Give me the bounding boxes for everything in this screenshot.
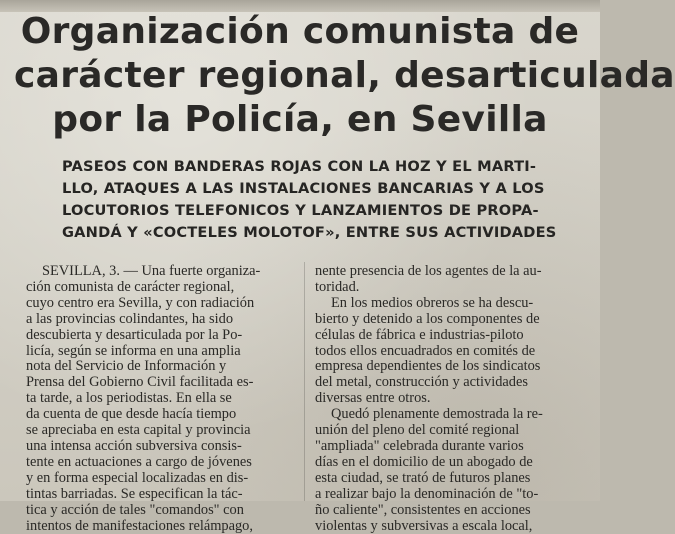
body-line: Quedó plenamente demostrada la re- xyxy=(315,407,585,423)
body-line: y en forma especial localizadas en dis- xyxy=(26,471,296,487)
headline-line: por la Policía, en Sevilla xyxy=(14,98,586,142)
body-line: tintas barriadas. Se especifican la tác- xyxy=(26,487,296,503)
subhead-line: GANDÁ Y «COCTELES MOLOTOF», ENTRE SUS ACTIVIDADES xyxy=(62,222,562,244)
body-line: ño caliente", consistentes en acciones xyxy=(315,503,585,519)
body-line: toridad. xyxy=(315,280,585,296)
body-line: Prensa del Gobierno Civil facilitada es- xyxy=(26,375,296,391)
body-line: una intensa acción subversiva consis- xyxy=(26,439,296,455)
body-line: licía, según se informa en una amplia xyxy=(26,344,296,360)
body-line: a realizar bajo la denominación de "to- xyxy=(315,487,585,503)
body-column-left xyxy=(26,264,296,534)
body-line: se apreciaba en esta capital y provincia xyxy=(26,423,296,439)
body-line: En los medios obreros se ha descu- xyxy=(315,296,585,312)
body-line: esta ciudad, se trató de futuros planes xyxy=(315,471,585,487)
subhead-line: LOCUTORIOS TELEFONICOS Y LANZAMIENTOS DE PROPA- xyxy=(62,200,562,222)
body-line: cuyo centro era Sevilla, y con radiación xyxy=(26,296,296,312)
body-line: bierto y detenido a los componentes de xyxy=(315,312,585,328)
body-line: tente en actuaciones a cargo de jóvenes xyxy=(26,455,296,471)
subhead-line: PASEOS CON BANDERAS ROJAS CON LA HOZ Y EL MARTI- xyxy=(62,156,562,178)
body-line: células de fábrica e industrias-piloto xyxy=(315,328,585,344)
body-line: "ampliada" celebrada durante varios xyxy=(315,439,585,455)
body-line: nente presencia de los agentes de la au- xyxy=(315,264,585,280)
body-line: empresa dependientes de los sindicatos xyxy=(315,359,585,375)
body-column-right xyxy=(315,264,585,534)
body-line: todos ellos encuadrados en comités de xyxy=(315,344,585,360)
body-line: SEVILLA, 3. — Una fuerte organiza- xyxy=(26,264,296,280)
body-line: del metal, construcción y actividades xyxy=(315,375,585,391)
body-line: descubierta y desarticulada por la Po- xyxy=(26,328,296,344)
body-line: unión del pleno del comité regional xyxy=(315,423,585,439)
body-line: da cuenta de que desde hacía tiempo xyxy=(26,407,296,423)
body-line: días en el domicilio de un abogado de xyxy=(315,455,585,471)
body-line: tica y acción de tales "comandos" con xyxy=(26,503,296,519)
body-line: ta tarde, a los periodistas. En ella se xyxy=(26,391,296,407)
headline xyxy=(14,10,586,142)
body-line: ción comunista de carácter regional, xyxy=(26,280,296,296)
subhead-line: LLO, ATAQUES A LAS INSTALACIONES BANCARIAS Y A LOS xyxy=(62,178,562,200)
body-line: diversas entre otros. xyxy=(315,391,585,407)
column-divider xyxy=(304,262,305,501)
body-line: a las provincias colindantes, ha sido xyxy=(26,312,296,328)
body-line: violentas y subversivas a escala local, xyxy=(315,519,585,534)
headline-line: carácter regional, desarticulada xyxy=(14,54,586,98)
subheadline xyxy=(62,156,562,244)
body-line: nota del Servicio de Información y xyxy=(26,359,296,375)
headline-line: Organización comunista de xyxy=(14,10,586,54)
body-line: intentos de manifestaciones relámpago, xyxy=(26,519,296,534)
